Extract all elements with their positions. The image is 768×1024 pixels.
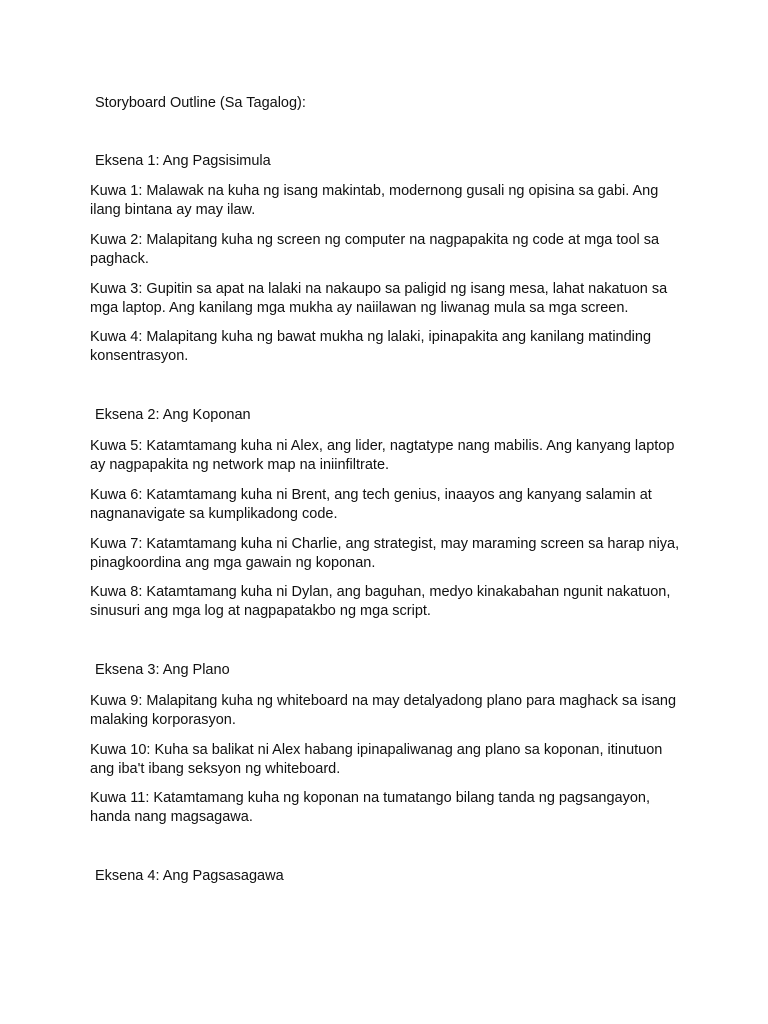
shot-item: Kuwa 4: Malapitang kuha ng bawat mukha ng lalaki, ipinapakita ang kanilang matinding konsentrasyon. — [90, 329, 652, 364]
shot-item: Kuwa 1: Malawak na kuha ng isang makintab, modernong gusali ng opisina sa gabi. Ang ilang bintana ay may ilaw. — [90, 183, 659, 218]
shot-item: Kuwa 2: Malapitang kuha ng screen ng computer na nagpapakita ng code at mga tool sa paghack. — [90, 232, 660, 267]
shot-item: Kuwa 5: Katamtamang kuha ni Alex, ang lider, nagtatype nang mabilis. Ang kanyang laptop ay nagpapakita ng network map na iniinfiltrate. — [90, 438, 675, 473]
shot-item: Kuwa 7: Katamtamang kuha ni Charlie, ang strategist, may maraming screen sa harap niya, pinagkoordina ang mga gawain ng koponan. — [90, 536, 680, 571]
shot-item: Kuwa 8: Katamtamang kuha ni Dylan, ang baguhan, medyo kinakabahan ngunit nakatuon, sinusuri ang mga log at nagpapatakbo ng mga script. — [90, 584, 671, 619]
shot-item: Kuwa 3: Gupitin sa apat na lalaki na nakaupo sa paligid ng isang mesa, lahat nakatuon sa mga laptop. Ang kanilang mga mukha ay naiilawan ng liwanag mula sa mga screen. — [90, 281, 668, 316]
scene-heading: Eksena 2: Ang Koponan — [95, 407, 251, 423]
shot-item: Kuwa 6: Katamtamang kuha ni Brent, ang tech genius, inaayos ang kanyang salamin at nagnanavigate sa kumplikadong code. — [90, 487, 652, 522]
scene-heading: Eksena 3: Ang Plano — [95, 662, 230, 678]
scene-heading: Eksena 4: Ang Pagsasagawa — [95, 868, 284, 884]
shot-item: Kuwa 9: Malapitang kuha ng whiteboard na may detalyadong plano para maghack sa isang malaking korporasyon. — [90, 693, 677, 728]
shot-item: Kuwa 10: Kuha sa balikat ni Alex habang ipinapaliwanag ang plano sa koponan, itinutuon ang iba't ibang seksyon ng whiteboard. — [90, 742, 663, 777]
scene-heading: Eksena 1: Ang Pagsisimula — [95, 153, 271, 169]
document-title: Storyboard Outline (Sa Tagalog): — [95, 95, 306, 111]
shot-item: Kuwa 11: Katamtamang kuha ng koponan na tumatango bilang tanda ng pagsangayon, handa nang magsagawa. — [90, 790, 651, 825]
